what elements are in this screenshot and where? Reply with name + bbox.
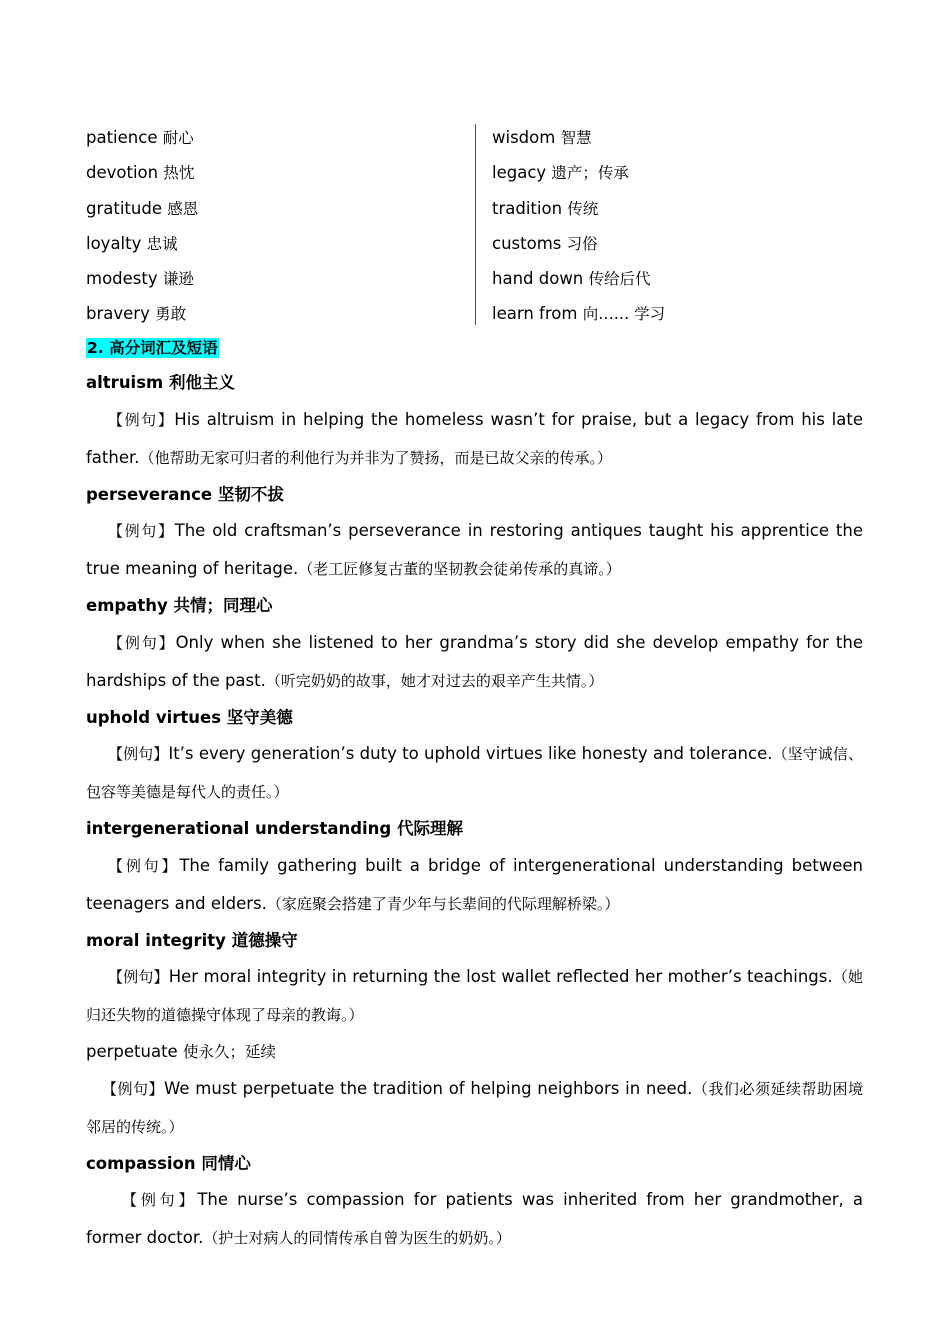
vocab-column-left	[86, 120, 474, 332]
entry-example: 【例句】It’s every generation’s duty to uphold virtues like honesty and tolerance.（坚守诚信、包容等美德是每代人的责任。）	[86, 744, 863, 801]
entry-example: 【例句】Only when she listened to her grandma’s story did she develop empathy for the hardships of the past.（听完奶奶的故事，她才对过去的艰辛产生共情。）	[86, 632, 863, 690]
vocab-item: hand down 传给后代	[492, 269, 651, 289]
section-title: 2. 高分词汇及短语	[87, 339, 218, 357]
entry-example: 【例句】The old craftsman’s perseverance in restoring antiques taught his apprentice the true meaning of heritage.（老工匠修复古董的坚韧教会徒弟传承的真谛。）	[86, 521, 863, 578]
vocab-table	[86, 120, 862, 325]
entry-term: altruism 利他主义	[86, 373, 235, 392]
entry-example: 【例句】We must perpetuate the tradition of helping neighbors in need.（我们必须延续帮助困境邻居的传统。）	[86, 1078, 863, 1136]
entry-example: 【例句】Her moral integrity in returning the lost wallet reflected her mother’s teachings.（她归还失物的道德操守体现了母亲的教诲。）	[86, 967, 863, 1024]
entry-term: moral integrity 道德操守	[86, 930, 298, 950]
entry-term: perseverance 坚韧不拔	[86, 484, 284, 504]
vocab-item: gratitude 感恩	[86, 198, 199, 218]
vocab-entries	[86, 365, 863, 1257]
vocab-item: devotion 热忱	[86, 163, 195, 183]
entry-term: compassion 同情心	[86, 1153, 251, 1173]
vocab-item: loyalty 忠诚	[86, 233, 178, 253]
entry-term: perpetuate 使永久；延续	[86, 1042, 276, 1061]
entry-term: intergenerational understanding 代际理解	[86, 819, 463, 838]
entry-term: empathy 共情；同理心	[86, 596, 273, 615]
vocab-item: tradition 传统	[492, 198, 599, 218]
entry-example: 【例句】The nurse’s compassion for patients was inherited from her grandmother, a former doctor.（护士对病人的同情传承自曾为医生的奶奶。）	[86, 1190, 863, 1247]
entry-term: uphold virtues 坚守美德	[86, 707, 293, 727]
entry-example: 【例句】His altruism in helping the homeless wasn’t for praise, but a legacy from his late father.（他帮助无家可归者的利他行为并非为了赞扬，而是已故父亲的传承。）	[86, 409, 863, 467]
vocab-item: wisdom 智慧	[492, 128, 592, 147]
vocab-item: bravery 勇敢	[86, 304, 187, 324]
column-divider	[475, 124, 476, 325]
vocab-item: legacy 遗产；传承	[492, 163, 629, 183]
vocab-item: customs 习俗	[492, 233, 598, 253]
vocab-column-right	[492, 120, 862, 332]
vocab-item: patience 耐心	[86, 128, 194, 147]
vocab-item: modesty 谦逊	[86, 269, 194, 289]
vocab-item: learn from 向…… 学习	[492, 304, 666, 324]
entry-example: 【例句】The family gathering built a bridge of intergenerational understanding between teenagers and elders.（家庭聚会搭建了青少年与长辈间的代际理解桥梁。）	[86, 855, 863, 913]
